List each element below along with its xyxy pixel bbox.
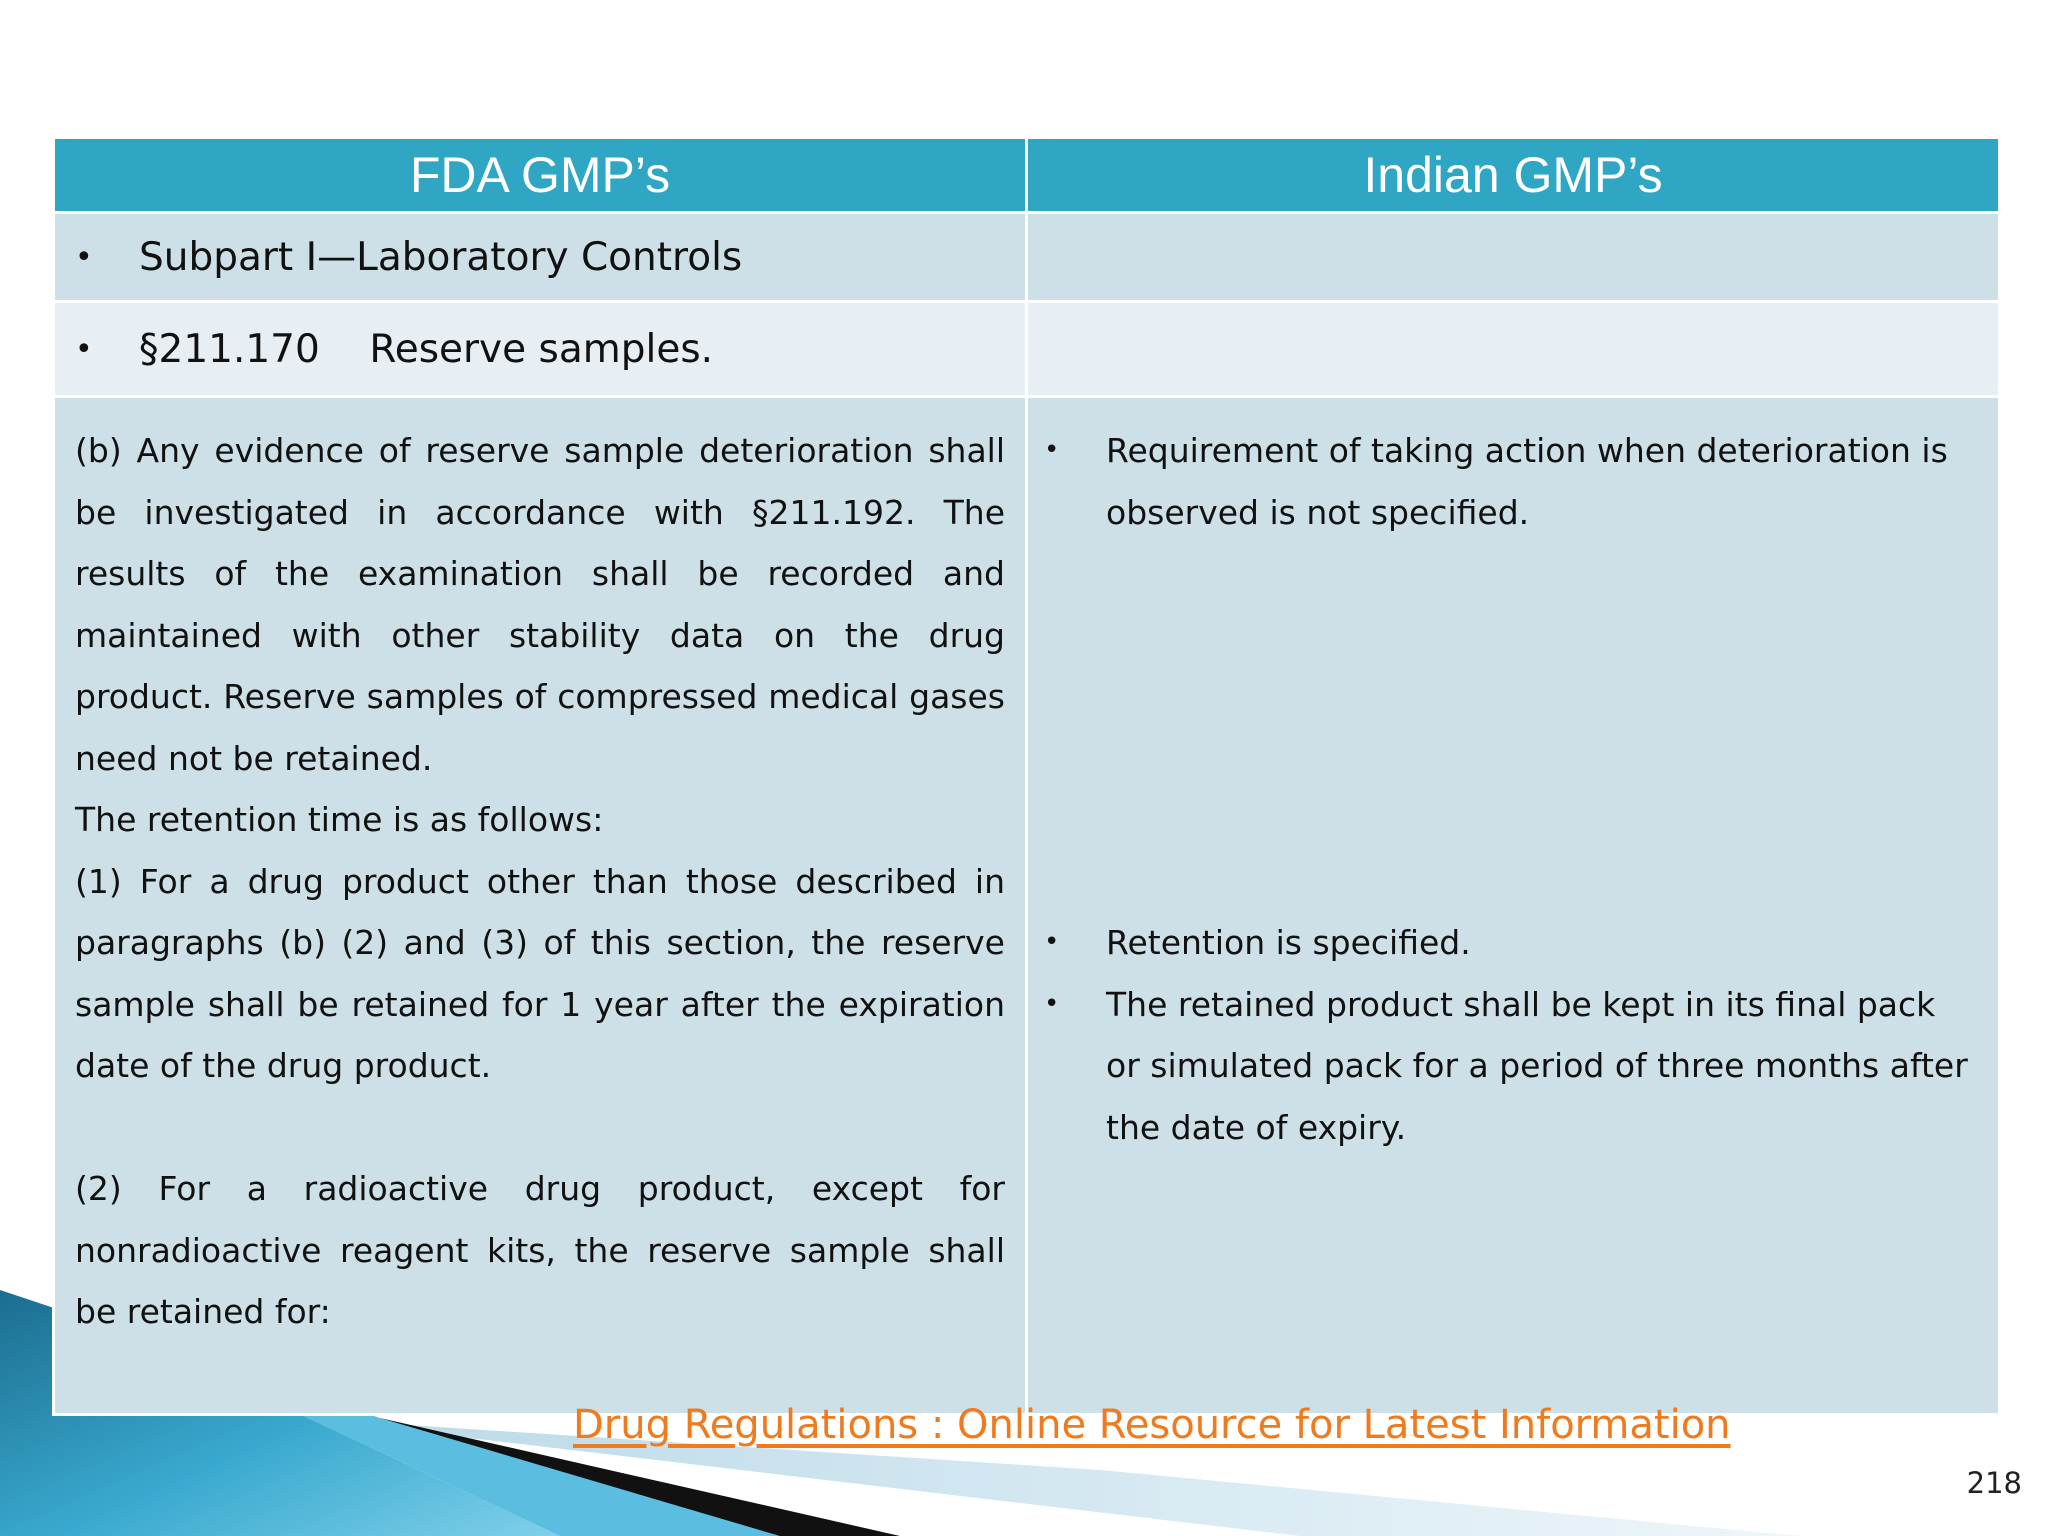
bullet-icon: • (1044, 435, 1060, 465)
fda-paragraph-1: (1) For a drug product other than those described in paragraphs (b) (2) and (3) of this section, the reserve sample shall be retained for 1 year after the expiration date of the drug product. (75, 861, 1005, 1085)
section-title: §211.170 Reserve samples. (139, 326, 714, 372)
drug-regulations-link[interactable]: Drug Regulations : Online Resource for Latest Information (573, 1402, 1731, 1448)
page-number: 218 (1966, 1466, 2022, 1500)
table-row (54, 397, 2000, 1415)
header-indian: Indian GMP’s (1027, 138, 2000, 213)
bullet-icon: • (75, 239, 93, 275)
list-item (1044, 974, 1976, 1159)
bullet-icon: • (75, 331, 93, 367)
gmp-comparison-table (52, 136, 2001, 1416)
list-item (1044, 912, 1976, 974)
fda-paragraph-2: (2) For a radioactive drug product, except for nonradioactive reagent kits, the reserve sample shall be retained for: (75, 1169, 1005, 1331)
fda-retention-intro: The retention time is as follows: (75, 800, 604, 839)
indian-item-text: Retention is specified. (1106, 923, 1471, 962)
table-row (54, 302, 2000, 397)
subpart-title: Subpart I—Laboratory Controls (139, 234, 743, 280)
list-item (1044, 420, 1976, 543)
indian-item-text: The retained product shall be kept in its final pack or simulated pack for a period of three months after the date of expiry. (1106, 984, 1968, 1147)
table-row (54, 213, 2000, 302)
subpart-cell (54, 213, 1027, 302)
indian-item-text: Requirement of taking action when deterioration is observed is not specified. (1106, 431, 1948, 532)
empty-cell (1027, 213, 2000, 302)
bullet-icon: • (1044, 988, 1060, 1019)
indian-text-cell (1027, 397, 2000, 1415)
bullet-icon: • (1044, 927, 1060, 957)
header-fda: FDA GMP’s (54, 138, 1027, 213)
table-header-row (54, 138, 2000, 213)
fda-paragraph-b: (b) Any evidence of reserve sample deterioration shall be investigated in accordance with §211.192. The results of the examination shall be recorded and maintained with other stability data on the drug product. Reserve samples of compressed medical gases need not be retained. (75, 431, 1005, 778)
empty-cell (1027, 302, 2000, 397)
section-cell (54, 302, 1027, 397)
fda-text-cell (54, 397, 1027, 1415)
